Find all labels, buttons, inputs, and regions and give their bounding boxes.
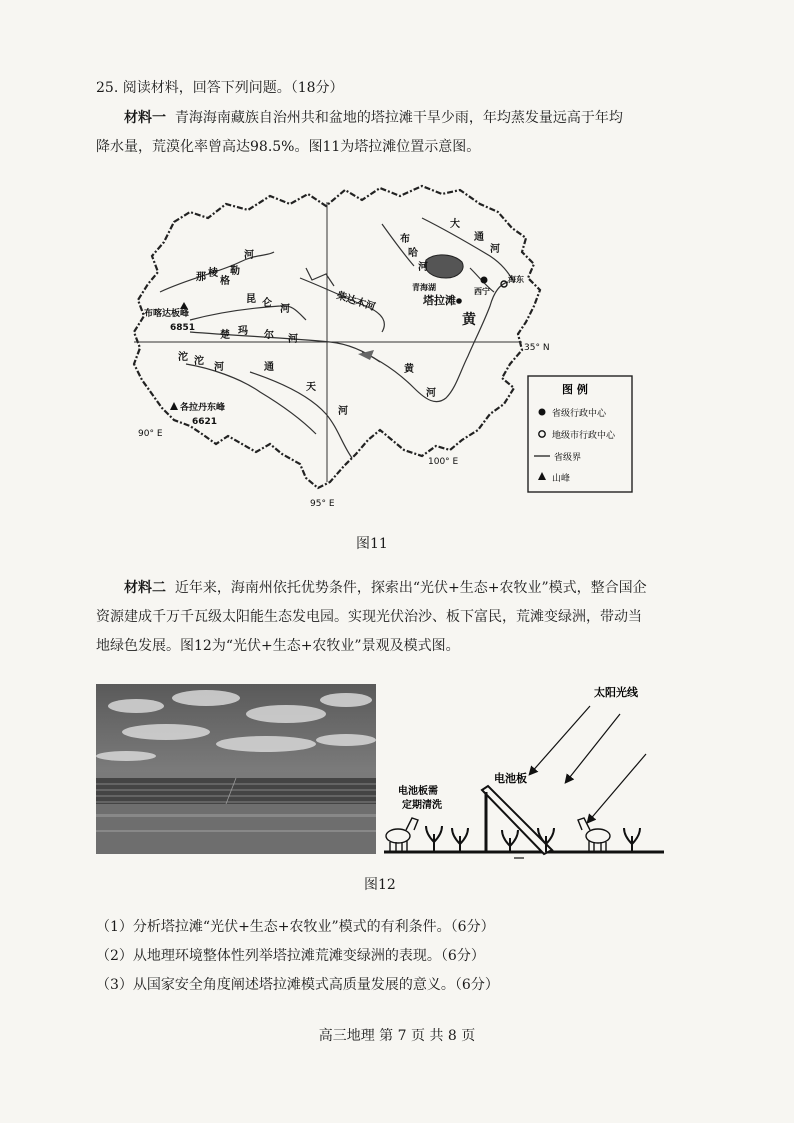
- qinghai-lake: [425, 255, 463, 278]
- label-kunlun-2: 仑: [262, 298, 272, 309]
- label-xining: 西宁: [474, 287, 490, 296]
- material-one-line-2: 降水量，荒漠化率曾高达98.5%。图11为塔拉滩位置示意图。: [96, 139, 481, 155]
- label-lon90: 90° E: [138, 429, 163, 439]
- question-3: （3）从国家安全角度阐述塔拉滩模式高质量发展的意义。（6分）: [96, 977, 499, 993]
- label-lon95: 95° E: [310, 499, 335, 509]
- label-tongtian-3: 河: [338, 406, 348, 417]
- question-2: （2）从地理环境整体性列举塔拉滩荒滩变绿洲的表现。（6分）: [96, 948, 485, 964]
- label-chumaer-2: 玛: [238, 326, 248, 337]
- material-one-label: 材料一: [124, 110, 166, 126]
- buka-peak-icon: [180, 302, 188, 309]
- label-datong-3: 河: [490, 244, 500, 255]
- question-1: （1）分析塔拉滩“光伏+生态+农牧业”模式的有利条件。（6分）: [96, 919, 495, 935]
- legend-title: 图 例: [562, 383, 588, 396]
- label-huang-2: 黄: [404, 364, 414, 375]
- reservoir: [358, 350, 374, 360]
- legend-item-boundary: 省级界: [554, 453, 582, 463]
- label-chumaer-4: 河: [288, 334, 298, 345]
- question-list: [96, 913, 716, 1000]
- label-tuotuo-1: 沱: [178, 352, 188, 363]
- label-buha-1: 布: [400, 234, 410, 245]
- talatan-location-map: [130, 182, 655, 512]
- legend-item-province: 省级行政中心: [552, 409, 607, 419]
- legend-item-city: 地级市行政中心: [552, 431, 616, 441]
- river-chumaer: [190, 332, 380, 362]
- river-upper: [306, 268, 334, 286]
- cleaning-label-2: 定期清洗: [402, 800, 442, 811]
- talatan-marker: [456, 298, 462, 304]
- material-two-label: 材料二: [124, 580, 166, 596]
- label-tongtian-2: 天: [306, 382, 316, 393]
- material-two: [96, 574, 706, 661]
- goat-left: [386, 818, 418, 852]
- solar-panel: [482, 786, 552, 854]
- legend-item-peak: 山峰: [552, 474, 571, 484]
- label-buha-2: 哈: [408, 248, 418, 259]
- sunlight-label: 太阳光线: [594, 686, 638, 699]
- goat-right: [578, 818, 610, 852]
- legend-province-icon: [539, 409, 546, 416]
- label-chaidamu: 柴达木河: [335, 290, 377, 314]
- river-tongtian: [250, 372, 352, 458]
- solar-model-diagram: [384, 678, 668, 868]
- label-chumaer-1: 楚: [220, 330, 230, 341]
- label-chumaer-3: 尔: [264, 330, 274, 341]
- map-legend: [528, 376, 632, 492]
- label-qinghai-lake: 青海湖: [412, 283, 436, 292]
- label-buka-peak: 布喀达板峰: [144, 309, 190, 319]
- river-buha: [382, 224, 414, 266]
- figure-12-caption: 图12: [364, 877, 396, 893]
- material-one: [96, 104, 696, 162]
- sun-ray-3: [588, 754, 646, 822]
- page-footer: 高三地理 第 7 页 共 8 页: [318, 1028, 476, 1044]
- label-buka-elev: 6851: [170, 323, 196, 333]
- label-haidong: 海东: [508, 275, 524, 284]
- xining-marker: [481, 277, 488, 284]
- label-nalenggele-5: 河: [244, 250, 254, 261]
- solar-landscape-photo: [96, 684, 376, 854]
- label-datong-1: 大: [450, 219, 460, 230]
- material-one-line-1: [96, 104, 696, 133]
- label-geladandong-elev: 6621: [192, 417, 218, 427]
- label-tongtian-1: 通: [264, 362, 274, 373]
- material-two-line-3: 地绿色发展。图12为“光伏+生态+农牧业”景观及模式图。: [96, 638, 460, 654]
- material-one-text-1: 青海海南藏族自治州共和盆地的塔拉滩干旱少雨，年均蒸发量远高于年均: [174, 110, 623, 126]
- label-nalenggele-3: 格: [220, 276, 230, 287]
- figure-11-caption: 图11: [356, 536, 388, 552]
- label-huang-3: 河: [426, 388, 436, 399]
- label-nalenggele-2: 棱: [208, 268, 218, 279]
- label-datong-2: 通: [474, 232, 484, 243]
- question-title: 25. 阅读材料，回答下列问题。（18分）: [96, 80, 344, 96]
- label-huang-1: 黄: [462, 312, 476, 328]
- label-tuotuo-2: 沱: [194, 356, 204, 367]
- label-talatan: 塔拉滩: [423, 294, 456, 307]
- label-geladandong: 各拉丹东峰: [180, 403, 226, 413]
- label-tuotuo-3: 河: [214, 362, 224, 373]
- label-nalenggele-4: 勒: [230, 266, 240, 277]
- label-nalenggele-1: 那: [196, 272, 206, 283]
- label-lat35: 35° N: [524, 343, 550, 353]
- geladandong-peak-icon: [170, 402, 178, 410]
- label-kunlun-1: 昆: [246, 294, 256, 305]
- panel-label: 电池板: [494, 772, 527, 785]
- label-lon100: 100° E: [428, 457, 459, 467]
- material-two-text-1: 近年来，海南州依托优势条件，探索出“光伏+生态+农牧业”模式，整合国企: [174, 580, 647, 596]
- material-two-line-1: [96, 574, 706, 603]
- material-two-line-2: 资源建成千万千瓦级太阳能生态发电园。实现光伏治沙、板下富民，荒滩变绿洲，带动当: [96, 609, 642, 625]
- label-buha-3: 河: [418, 262, 428, 273]
- label-kunlun-3: 河: [280, 304, 290, 315]
- cleaning-label-1: 电池板需: [398, 786, 438, 797]
